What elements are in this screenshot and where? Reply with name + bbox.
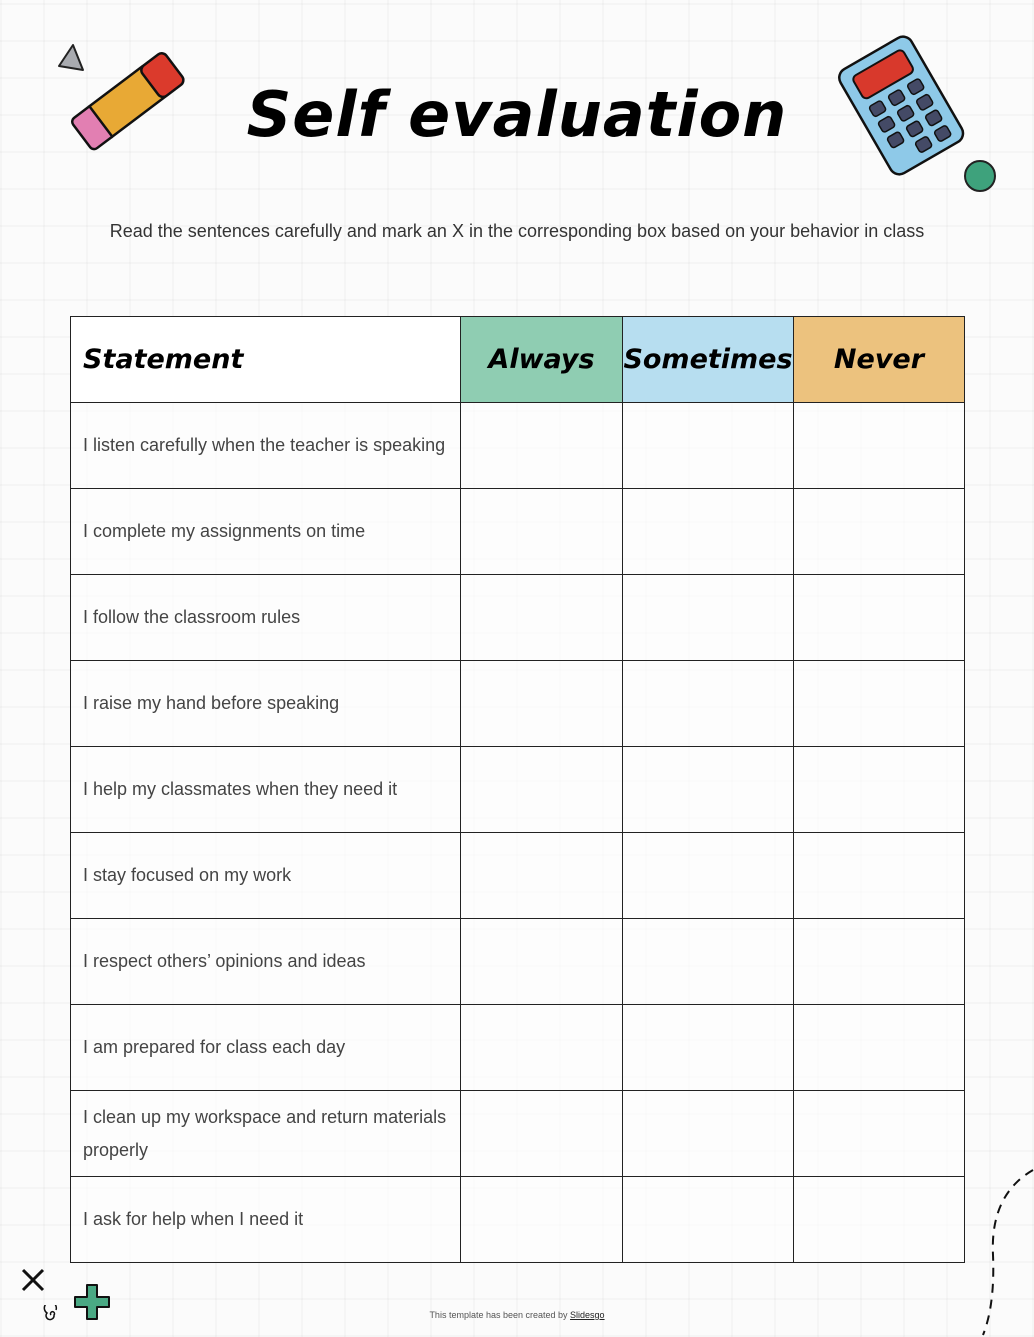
sometimes-checkbox-cell[interactable] <box>623 489 794 575</box>
always-checkbox-cell[interactable] <box>461 1005 623 1091</box>
instructions: Read the sentences carefully and mark an X in the corresponding box based on your behavior in class <box>109 221 925 241</box>
table-row <box>71 747 965 833</box>
never-checkbox-cell[interactable] <box>794 919 965 1005</box>
sometimes-checkbox-cell[interactable] <box>623 919 794 1005</box>
self-evaluation-table <box>70 316 965 1263</box>
statement-cell: I listen carefully when the teacher is speaking <box>71 403 461 489</box>
sometimes-checkbox-cell[interactable] <box>623 403 794 489</box>
always-checkbox-cell[interactable] <box>461 661 623 747</box>
always-checkbox-cell[interactable] <box>461 833 623 919</box>
never-checkbox-cell[interactable] <box>794 403 965 489</box>
sometimes-checkbox-cell[interactable] <box>623 1091 794 1177</box>
sometimes-checkbox-cell[interactable] <box>623 747 794 833</box>
x-icon <box>18 1265 48 1295</box>
table-row <box>71 489 965 575</box>
sometimes-checkbox-cell[interactable] <box>623 833 794 919</box>
never-checkbox-cell[interactable] <box>794 661 965 747</box>
statement-cell: I am prepared for class each day <box>71 1005 461 1091</box>
statement-cell: I clean up my workspace and return materials properly <box>71 1091 461 1177</box>
table-row <box>71 919 965 1005</box>
sometimes-checkbox-cell[interactable] <box>623 575 794 661</box>
statement-cell: I help my classmates when they need it <box>71 747 461 833</box>
slidesgo-link[interactable]: Slidesgo <box>570 1310 605 1320</box>
statement-cell: I ask for help when I need it <box>71 1177 461 1263</box>
never-checkbox-cell[interactable] <box>794 489 965 575</box>
never-checkbox-cell[interactable] <box>794 1005 965 1091</box>
always-checkbox-cell[interactable] <box>461 575 623 661</box>
table-row <box>71 1005 965 1091</box>
header-always: Always <box>461 317 623 403</box>
table-row <box>71 1177 965 1263</box>
always-checkbox-cell[interactable] <box>461 1177 623 1263</box>
always-checkbox-cell[interactable] <box>461 919 623 1005</box>
statement-cell: I raise my hand before speaking <box>71 661 461 747</box>
footer-credit: This template has been created by Slidesgo <box>429 1310 605 1320</box>
never-checkbox-cell[interactable] <box>794 575 965 661</box>
always-checkbox-cell[interactable] <box>461 489 623 575</box>
statement-cell: I follow the classroom rules <box>71 575 461 661</box>
table-row <box>71 833 965 919</box>
always-checkbox-cell[interactable] <box>461 747 623 833</box>
header-statement: Statement <box>71 317 461 403</box>
table-row <box>71 1091 965 1177</box>
never-checkbox-cell[interactable] <box>794 833 965 919</box>
circle-icon <box>962 158 998 194</box>
header-never: Never <box>794 317 965 403</box>
header-sometimes: Sometimes <box>623 317 794 403</box>
page-title: Self evaluation <box>246 78 788 151</box>
sometimes-checkbox-cell[interactable] <box>623 1177 794 1263</box>
sometimes-checkbox-cell[interactable] <box>623 1005 794 1091</box>
statement-cell: I complete my assignments on time <box>71 489 461 575</box>
always-checkbox-cell[interactable] <box>461 1091 623 1177</box>
table-row <box>71 575 965 661</box>
never-checkbox-cell[interactable] <box>794 1177 965 1263</box>
always-checkbox-cell[interactable] <box>461 403 623 489</box>
never-checkbox-cell[interactable] <box>794 1091 965 1177</box>
statement-cell: I stay focused on my work <box>71 833 461 919</box>
statement-cell: I respect others’ opinions and ideas <box>71 919 461 1005</box>
never-checkbox-cell[interactable] <box>794 747 965 833</box>
sometimes-checkbox-cell[interactable] <box>623 661 794 747</box>
table-row <box>71 403 965 489</box>
table-row <box>71 661 965 747</box>
